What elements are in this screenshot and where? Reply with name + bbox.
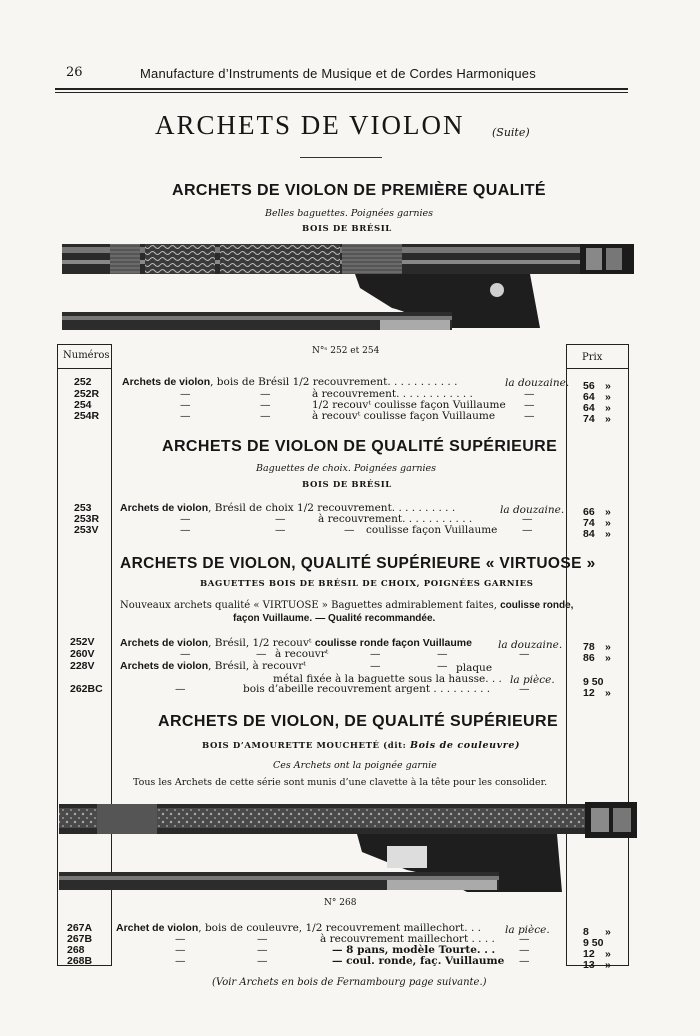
ditto-mark: — — [437, 660, 448, 672]
row-description: à recouvrement. . . . . . . . . . . — [318, 513, 473, 525]
price-mark: » — [605, 652, 611, 664]
row-description: Archet de violon, bois de couleuvre, 1/2 recouvrement maillechort. . . — [116, 922, 481, 934]
ditto-mark: — — [524, 410, 535, 422]
row-description: Archets de violon, Brésil, 1/2 recouvᵗ coulisse ronde façon Vuillaume — [120, 637, 472, 649]
row-description: à recouvrement maillechort . . . . — [320, 933, 495, 945]
ditto-mark: — — [437, 648, 448, 660]
ditto-mark: — — [519, 944, 530, 956]
bow-illustration-252-254 — [60, 238, 640, 342]
ditto-mark: — — [519, 648, 530, 660]
section4-note: Tous les Archets de cette série sont munis d’une clavette à la tête pour les consolider. — [133, 777, 548, 788]
row-num: 260V — [70, 648, 95, 660]
section4-subtitle: Ces Archets ont la poignée garnie — [273, 760, 437, 771]
price-mark: » — [605, 517, 611, 529]
ditto-mark: — — [257, 944, 268, 956]
row-num: 253R — [74, 513, 100, 525]
ditto-mark: — — [260, 388, 271, 400]
price: 74 — [583, 413, 595, 425]
ditto-mark: — — [275, 524, 286, 536]
row-num: 267B — [67, 933, 93, 945]
row-num: 253V — [74, 524, 99, 536]
price: 12 — [583, 948, 595, 960]
prix-header: Prix — [582, 352, 603, 363]
price: 9 50 — [583, 937, 604, 949]
price: 12 — [583, 687, 595, 699]
price: 84 — [583, 528, 595, 540]
ditto-mark: — — [519, 955, 530, 967]
ditto-mark: — — [175, 955, 186, 967]
ditto-mark: — — [257, 955, 268, 967]
row-description: métal fixée à la baguette sous la hausse. . . — [273, 673, 502, 685]
ditto-mark: — — [180, 410, 191, 422]
page-title: ARCHETS DE VIOLON — [155, 110, 465, 140]
bow-illustration-268 — [57, 796, 642, 896]
price: 8 — [583, 926, 589, 938]
price-mark: » — [605, 948, 611, 960]
ditto-mark: — — [370, 660, 381, 672]
section1-wood: BOIS DE BRÉSIL — [302, 224, 392, 234]
price-mark: » — [605, 926, 611, 938]
price-mark: » — [605, 528, 611, 540]
ditto-mark: — — [180, 399, 191, 411]
row-num: 253 — [74, 502, 92, 514]
virtuose-note-line2: façon Vuillaume. — Qualité recommandée. — [233, 613, 436, 624]
ditto-mark: — — [175, 683, 186, 695]
price-mark: » — [605, 380, 611, 392]
price: 74 — [583, 517, 595, 529]
row-description: Archets de violon, bois de Brésil 1/2 recouvrement. . . . . . . . . . . — [122, 376, 458, 388]
row-num: 254 — [74, 399, 92, 411]
header-rule-thin — [55, 92, 628, 93]
section2-subtitle: Baguettes de choix. Poignées garnies — [256, 463, 436, 474]
ditto-mark: — — [260, 410, 271, 422]
section3-heading: ARCHETS DE VIOLON, QUALITÉ SUPÉRIEURE « VIRTUOSE » — [120, 555, 596, 572]
row-num: 228V — [70, 660, 95, 672]
row-description: — coul. ronde, faç. Vuillaume — [332, 955, 505, 967]
section2-heading: ARCHETS DE VIOLON DE QUALITÉ SUPÉRIEURE — [162, 438, 558, 455]
ditto-mark: — — [522, 524, 533, 536]
row-description: — 8 pans, modèle Tourte. . . — [332, 944, 496, 956]
row-num: 252 — [74, 376, 92, 388]
ditto-mark: — — [344, 524, 355, 536]
ditto-mark: — — [180, 513, 191, 525]
row-description: Archets de violon, Brésil de choix 1/2 recouvrement. . . . . . . . . . — [120, 502, 456, 514]
row-num: 262BC — [70, 683, 103, 695]
row-num: 267A — [67, 922, 93, 934]
row-num: 268B — [67, 955, 93, 967]
title-suite: (Suite) — [492, 126, 530, 139]
row-num: 252V — [70, 636, 95, 648]
price-mark: » — [605, 413, 611, 425]
header-rule — [55, 88, 628, 90]
section2-wood: BOIS DE BRÉSIL — [302, 480, 392, 490]
numeros-header-rule — [57, 368, 111, 369]
ditto-mark: — — [370, 648, 381, 660]
section1-subtitle: Belles baguettes. Poignées garnies — [265, 208, 433, 219]
row-num: 252R — [74, 388, 100, 400]
price: 64 — [583, 402, 595, 414]
price-mark: » — [605, 641, 611, 653]
ditto-mark: — — [519, 683, 530, 695]
price: 64 — [583, 391, 595, 403]
price-mark: » — [605, 402, 611, 414]
ditto-mark: — — [522, 513, 533, 525]
ditto-mark: — — [257, 933, 268, 945]
row-description-end: plaque — [456, 662, 493, 674]
ditto-mark: — — [180, 388, 191, 400]
ditto-mark: — — [180, 524, 191, 536]
row-description: Archets de violon, Brésil, à recouvrᵗ — [120, 660, 306, 672]
section4-wood: BOIS D’AMOURETTE MOUCHETÉ (dit: Bois de couleuvre) — [202, 740, 521, 751]
prix-header-rule — [566, 368, 628, 369]
numeros-header: Numéros — [63, 350, 110, 361]
row-description: bois d’abeille recouvrement argent . . . . . . . . . — [243, 683, 491, 695]
ditto-mark: — — [519, 933, 530, 945]
section1-heading: ARCHETS DE VIOLON DE PREMIÈRE QUALITÉ — [172, 182, 546, 199]
row-unit: la douzaine. — [498, 639, 563, 651]
figure2-caption: N° 268 — [324, 898, 357, 908]
running-title: Manufacture d’Instruments de Musique et de Cordes Harmoniques — [140, 66, 536, 81]
price: 78 — [583, 641, 595, 653]
row-description: à recouvrement. . . . . . . . . . . . — [312, 388, 473, 400]
row-num: 254R — [74, 410, 100, 422]
section3-wood: BAGUETTES BOIS DE BRÉSIL DE CHOIX, POIGNÉES GARNIES — [200, 579, 534, 589]
ditto-mark: — — [180, 648, 191, 660]
row-unit: la pièce. — [505, 924, 550, 936]
ditto-mark: — — [524, 388, 535, 400]
row-description: coulisse façon Vuillaume — [366, 524, 498, 536]
title-rule — [300, 157, 382, 158]
row-description: à recouvᵗ coulisse façon Vuillaume — [312, 410, 496, 422]
row-unit: la douzaine. — [505, 377, 570, 389]
price: 56 — [583, 380, 595, 392]
price: 13 — [583, 959, 595, 971]
ditto-mark: — — [175, 944, 186, 956]
row-description: à recouvrᵗ — [275, 648, 329, 660]
row-unit: la pièce. — [510, 674, 555, 686]
virtuose-note-line1: Nouveaux archets qualité « VIRTUOSE » Baguettes admirablement faites, coulisse ronde, — [120, 600, 574, 611]
row-description: 1/2 recouvᵗ coulisse façon Vuillaume — [312, 399, 506, 411]
price-mark: » — [605, 506, 611, 518]
ditto-mark: — — [175, 933, 186, 945]
price-mark: » — [605, 391, 611, 403]
ditto-mark: — — [256, 648, 267, 660]
ditto-mark: — — [275, 513, 286, 525]
footer-note: (Voir Archets en bois de Fernambourg page suivante.) — [212, 977, 487, 988]
row-unit: la douzaine. — [500, 504, 565, 516]
price-mark: » — [605, 959, 611, 971]
price: 86 — [583, 652, 595, 664]
price-mark: » — [605, 687, 611, 699]
ditto-mark: — — [260, 399, 271, 411]
price: 66 — [583, 506, 595, 518]
row-num: 268 — [67, 944, 85, 956]
price: 9 50 — [583, 676, 604, 688]
page-number: 26 — [66, 65, 83, 80]
figure1-caption: N°ˢ 252 et 254 — [312, 346, 380, 356]
section4-heading: ARCHETS DE VIOLON, DE QUALITÉ SUPÉRIEURE — [158, 713, 559, 730]
ditto-mark: — — [524, 399, 535, 411]
